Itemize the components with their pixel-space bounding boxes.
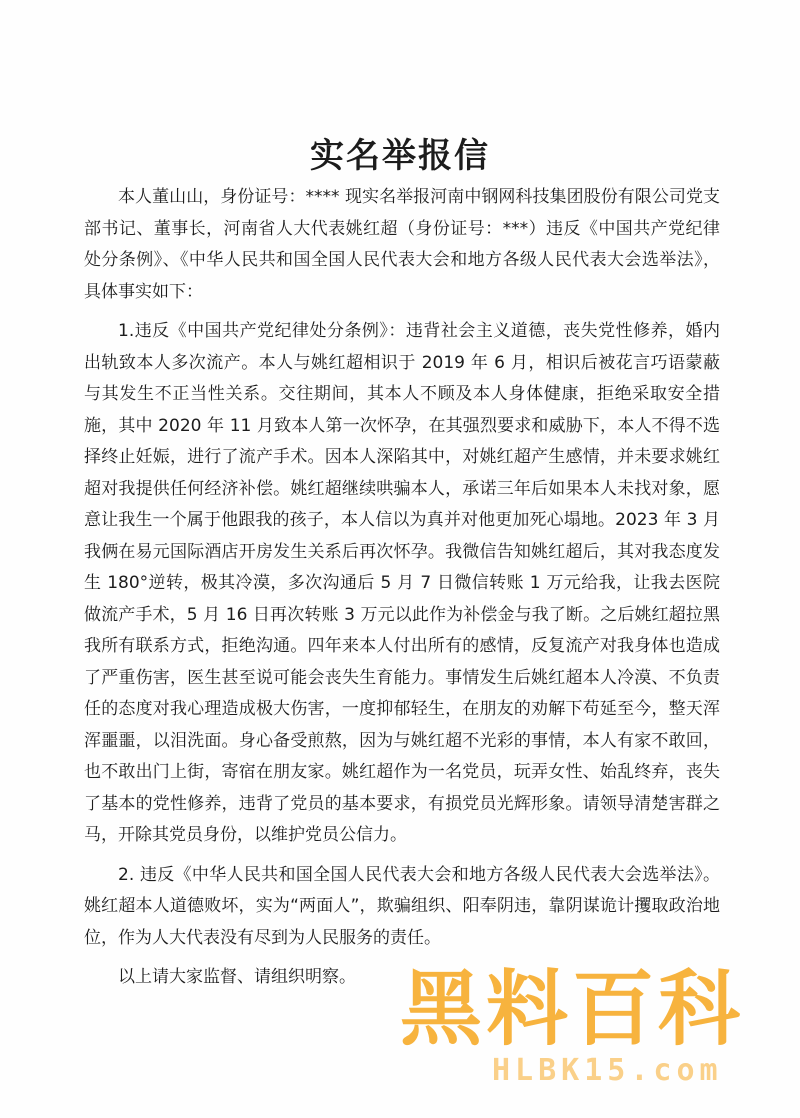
paragraph-closing: 以上请大家监督、请组织明察。 [118,967,356,987]
paragraph-violation-1: 1.违反《中国共产党纪律处分条例》：违背社会主义道德，丧失党性修养，婚内出轨致本人多次流产。本人与姚红超相识于 2019 年 6 月，相识后被花言巧语蒙蔽与其发生不正当性关系。交往期间，其本人不顾及本人身体健康，拒绝采取安全措施，其中 2020 年 11 月致本人第一次怀孕，在其强烈要求和威胁下，本人不得不选择终止妊娠，进行了流产手术。因本人深陷其中，对姚红超产生感情，并未要求姚红超对我提供任何经济补偿。姚红超继续哄骗本人，承诺三年后如果本人未找对象，愿意让我生一个属于他跟我的孩子，本人信以为真并对他更加死心塌地。2023 年 3 月我俩在易元国际酒店开房发生关系后再次怀孕。我微信告知姚红超后，其对我态度发生 180°逆转，极其冷漠，多次沟通后 5 月 7 日微信转账 1 万元给我，让我去医院做流产手术，5 月 16 日再次转账 3 万元以此作为补偿金与我了断。之后姚红超拉黑我所有联系方式，拒绝沟通。四年来本人付出所有的感情，反复流产对我身体也造成了严重伤害，医生甚至说可能会丧失生育能力。事情发生后姚红超本人冷漠、不负责任的态度对我心理造成极大伤害，一度抑郁轻生，在朋友的劝解下苟延至今，整天浑浑噩噩，以泪洗面。身心备受煎熬，因为与姚红超不光彩的事情，本人有家不敢回，也不敢出门上街，寄宿在朋友家。姚红超作为一名党员，玩弄女性、始乱终弃，丧失了基本的党性修养，违背了党员的基本要求，有损党员光辉形象。请领导清楚害群之马，开除其党员身份，以维护党员公信力。 [84,321,720,845]
watermark-site-text: HLBK15.com [492,1053,723,1088]
paragraph-intro: 本人董山山，身份证号：**** 现实名举报河南中钢网科技集团股份有限公司党支部书记、董事长，河南省人大代表姚红超（身份证号：***）违反《中国共产党纪律处分条例》、《中华人民共和国全国人民代表大会和地方各级人民代表大会选举法》，具体事实如下： [84,187,720,302]
document-body [84,182,720,994]
watermark-logo-text: 黑料百科 [400,962,745,1057]
paragraph-violation-2: 2. 违反《中华人民共和国全国人民代表大会和地方各级人民代表大会选举法》。姚红超本人道德败坏，实为“两面人”，欺骗组织、阳奉阴违，靠阴谋诡计攫取政治地位，作为人大代表没有尽到为人民服务的责任。 [84,864,720,948]
document-title: 实名举报信 [310,136,490,176]
